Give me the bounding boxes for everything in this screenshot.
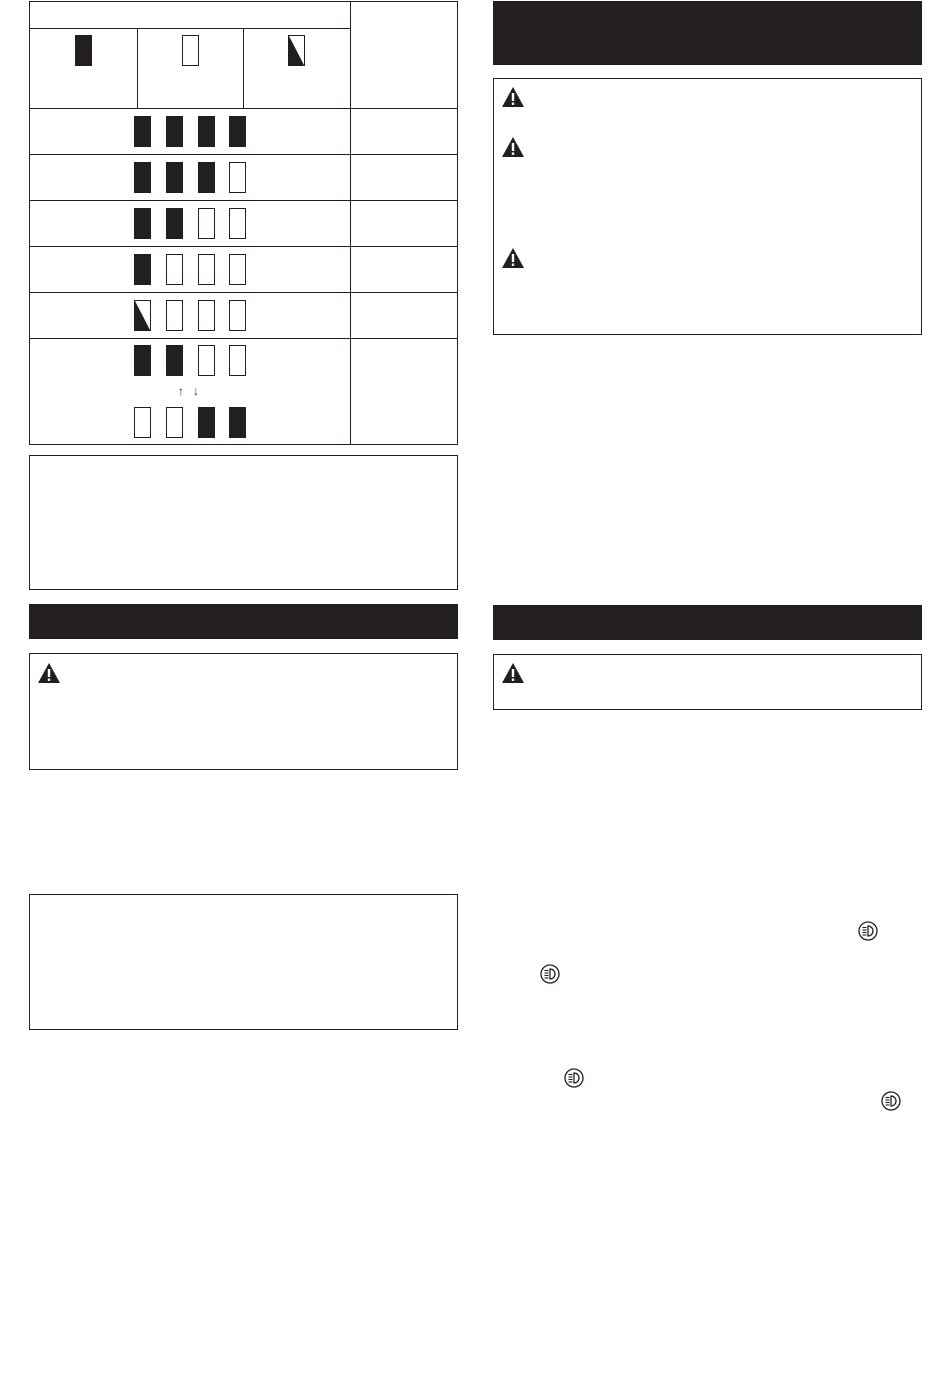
row5-led-1: [134, 300, 151, 331]
note-box-lower: [29, 894, 458, 1030]
note-box: [29, 455, 458, 590]
arrow-down-icon: ↓: [193, 384, 199, 398]
row2-led-2: [166, 162, 183, 193]
row6-alt-led-1: [134, 407, 151, 438]
headlight-icon: [858, 921, 878, 941]
legend-led-blinking: [288, 35, 305, 66]
row3-led-2: [166, 208, 183, 239]
section-header-bar: [29, 604, 458, 639]
row3-led-4: [229, 208, 246, 239]
row2-led-1: [134, 162, 151, 193]
row3-led-1: [134, 208, 151, 239]
row5-led-2: [166, 300, 183, 331]
row4-led-4: [229, 254, 246, 285]
warning-triangle-icon: [501, 247, 525, 269]
row2-led-4: [229, 162, 246, 193]
row6-alt-led-4: [229, 407, 246, 438]
section-header-bar-right: [493, 605, 922, 640]
row6-alt-led-3: [198, 407, 215, 438]
row4-led-1: [134, 254, 151, 285]
arrow-up-icon: ↑: [178, 384, 184, 398]
row6-led-3: [198, 345, 215, 376]
warning-triangle-icon: [37, 662, 61, 684]
caution-box: [29, 653, 458, 770]
row1-led-4: [229, 116, 246, 147]
row6-led-4: [229, 345, 246, 376]
row4-led-3: [198, 254, 215, 285]
warning-triangle-icon: [501, 86, 525, 108]
row6-alt-led-2: [166, 407, 183, 438]
row1-led-1: [134, 116, 151, 147]
legend-led-lighted: [75, 35, 92, 66]
caution-box-right: [493, 654, 922, 710]
headlight-icon: [881, 1091, 901, 1111]
row1-led-3: [198, 116, 215, 147]
row5-led-4: [229, 300, 246, 331]
battery-indicator-table: [29, 1, 458, 445]
row4-led-2: [166, 254, 183, 285]
warning-box: [493, 78, 922, 335]
headlight-icon: [564, 1068, 584, 1088]
legend-led-off: [182, 35, 199, 66]
warning-triangle-icon: [501, 136, 525, 158]
row6-led-1: [134, 345, 151, 376]
row2-led-3: [198, 162, 215, 193]
row6-led-2: [166, 345, 183, 376]
headlight-icon: [540, 964, 560, 984]
row3-led-3: [198, 208, 215, 239]
section-header-bar-top: [493, 1, 922, 65]
row1-led-2: [166, 116, 183, 147]
row5-led-3: [198, 300, 215, 331]
warning-triangle-icon: [501, 662, 525, 684]
